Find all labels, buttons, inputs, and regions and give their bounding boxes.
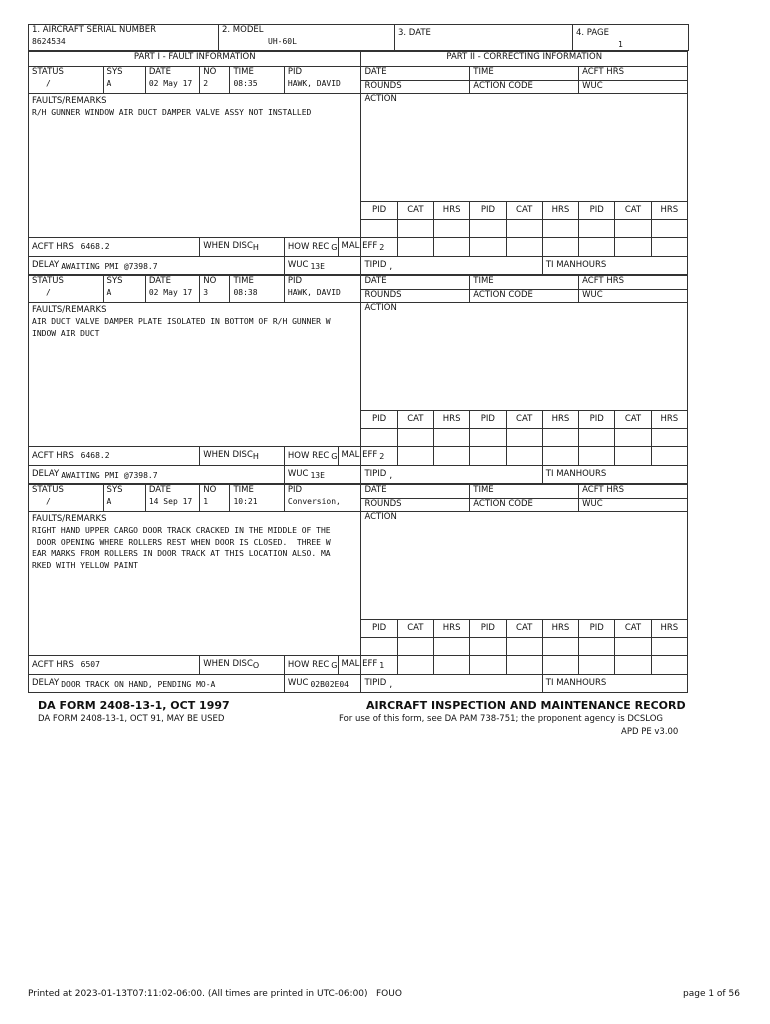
ti-manhours-cell bbox=[542, 675, 687, 693]
pid-entry bbox=[361, 429, 397, 447]
pid-entry bbox=[361, 220, 397, 238]
cat-col-2: CAT bbox=[506, 620, 542, 638]
hrs-col-3: HRS bbox=[651, 411, 687, 429]
hrs-entry bbox=[542, 429, 578, 447]
tipid-label: TIPID bbox=[364, 259, 387, 270]
time-cell bbox=[230, 67, 284, 94]
date-cell bbox=[395, 25, 573, 51]
model-cell bbox=[219, 25, 395, 51]
acft-hrs-value: 6507 bbox=[80, 660, 100, 669]
date-label: 3. DATE bbox=[398, 28, 431, 38]
acft-hrs-label: ACFT HRS bbox=[32, 660, 74, 670]
acft-hrs-cell bbox=[29, 238, 200, 257]
delay-label: DELAY bbox=[32, 259, 60, 270]
how-rec-value: G bbox=[331, 660, 338, 670]
serial-value: 8624534 bbox=[32, 37, 66, 46]
acft-hrs-cell bbox=[29, 656, 200, 675]
pid-value: Conversion, bbox=[287, 497, 341, 506]
cat-entry bbox=[397, 638, 433, 656]
page-count: page 1 of 56 bbox=[683, 989, 740, 999]
pid-entry bbox=[579, 429, 615, 447]
fault-blocks bbox=[28, 51, 688, 693]
date-cell bbox=[145, 276, 199, 303]
p2-date-label: DATE bbox=[361, 485, 470, 499]
sys-label: SYS bbox=[106, 276, 123, 286]
cat-entry bbox=[397, 429, 433, 447]
action-cell bbox=[361, 303, 688, 411]
status-label: STATUS bbox=[32, 67, 64, 77]
acft-hrs-value: 6468.2 bbox=[80, 242, 110, 251]
status-value: / bbox=[46, 79, 51, 88]
sys-cell bbox=[103, 485, 145, 512]
sys-label: SYS bbox=[106, 67, 123, 77]
fault-block bbox=[28, 275, 688, 484]
ti-manhours-cell bbox=[542, 466, 687, 484]
wuc-cell bbox=[284, 675, 361, 693]
time-label: TIME bbox=[233, 485, 254, 495]
ti-manhours-label: TI MANHOURS bbox=[545, 678, 607, 688]
faults-label: FAULTS/REMARKS bbox=[32, 96, 107, 106]
rounds-label: ROUNDS bbox=[361, 499, 470, 512]
spacer bbox=[615, 238, 651, 257]
status-value: / bbox=[46, 497, 51, 506]
how-rec-label: HOW REC bbox=[287, 450, 330, 461]
time-value: 08:38 bbox=[233, 288, 258, 297]
action-label: ACTION bbox=[364, 512, 397, 522]
pid-value: HAWK, DAVID bbox=[287, 79, 341, 88]
wuc-label: WUC bbox=[579, 499, 688, 512]
when-disc-value: H bbox=[252, 452, 259, 461]
no-label: NO bbox=[203, 485, 217, 495]
time-value: 10:21 bbox=[233, 497, 258, 506]
hrs-entry bbox=[433, 429, 469, 447]
mal-eff-cell bbox=[339, 241, 385, 253]
page-label: 4. PAGE bbox=[576, 28, 610, 38]
when-disc-cell bbox=[200, 656, 285, 675]
pid-cell bbox=[284, 276, 361, 303]
pid-label: PID bbox=[287, 67, 303, 77]
how-rec-mal-cell bbox=[284, 447, 385, 466]
wuc-cell bbox=[284, 466, 361, 484]
p2-acft-hrs-label: ACFT HRS bbox=[579, 67, 688, 81]
part1-title: PART I - FAULT INFORMATION bbox=[29, 52, 361, 67]
date-value: 02 May 17 bbox=[148, 288, 193, 297]
hrs-col-1: HRS bbox=[433, 411, 469, 429]
cat-col-1: CAT bbox=[397, 411, 433, 429]
cat-entry bbox=[397, 220, 433, 238]
action-label: ACTION bbox=[364, 303, 397, 313]
no-value: 2 bbox=[203, 79, 209, 88]
when-disc-value: O bbox=[252, 661, 260, 670]
wuc-label: WUC bbox=[579, 81, 688, 94]
wuc-row-label: WUC bbox=[287, 468, 309, 479]
action-cell bbox=[361, 94, 688, 202]
how-rec-cell bbox=[285, 656, 339, 674]
faults-remarks-text: R/H GUNNER WINDOW AIR DUCT DAMPER VALVE ASSY NOT INSTALLED bbox=[32, 108, 312, 117]
cat-col-2: CAT bbox=[506, 411, 542, 429]
pid-label: PID bbox=[287, 485, 303, 495]
faults-remarks-text: AIR DUCT VALVE DAMPER PLATE ISOLATED IN BOTTOM OF R/H GUNNER W INDOW AIR DUCT bbox=[32, 317, 331, 338]
mal-eff-label: MAL EFF bbox=[341, 450, 378, 460]
how-rec-cell bbox=[285, 447, 339, 465]
pid-entry bbox=[579, 638, 615, 656]
page-cell bbox=[573, 25, 689, 51]
delay-value: AWAITING PMI @7398.7 bbox=[61, 470, 158, 480]
wuc-row-label: WUC bbox=[287, 259, 309, 270]
sys-value: A bbox=[106, 288, 112, 297]
spacer bbox=[579, 656, 615, 675]
tipid-label: TIPID bbox=[364, 468, 387, 479]
p2-time-label: TIME bbox=[470, 276, 579, 290]
spacer bbox=[433, 447, 469, 466]
spacer bbox=[397, 447, 433, 466]
action-code-label: ACTION CODE bbox=[470, 290, 579, 303]
pid-entry bbox=[579, 220, 615, 238]
mal-eff-value: 2 bbox=[379, 452, 385, 461]
form-header bbox=[28, 24, 689, 51]
fault-block bbox=[28, 484, 688, 693]
hrs-col-3: HRS bbox=[651, 202, 687, 220]
model-label: 2. MODEL bbox=[222, 25, 264, 35]
p2-acft-hrs-label: ACFT HRS bbox=[579, 276, 688, 290]
delay-label: DELAY bbox=[32, 677, 60, 688]
spacer bbox=[506, 447, 542, 466]
printed-timestamp: Printed at 2023-01-13T07:11:02-06:00. (All times are printed in UTC-06:00) bbox=[28, 989, 368, 999]
faults-remarks-text: RIGHT HAND UPPER CARGO DOOR TRACK CRACKED IN THE MIDDLE OF THE DOOR OPENING WHERE ROLLERS REST WHEN DOOR IS CLOSED. THREE W EAR MARKS FROM ROLLERS IN DOOR TRACK AT THIS LOCATION ALSO. MA RKED WITH YELLOW PAINT bbox=[32, 526, 331, 570]
delay-label: DELAY bbox=[32, 468, 60, 479]
p2-date-label: DATE bbox=[361, 276, 470, 290]
action-code-label: ACTION CODE bbox=[470, 81, 579, 94]
serial-cell bbox=[29, 25, 219, 51]
sys-cell bbox=[103, 67, 145, 94]
how-rec-mal-cell bbox=[284, 238, 385, 257]
tipid-value: , bbox=[388, 261, 394, 271]
cat-entry bbox=[506, 429, 542, 447]
time-cell bbox=[230, 485, 284, 512]
no-cell bbox=[200, 485, 230, 512]
wuc-value: 13E bbox=[310, 470, 325, 480]
action-cell bbox=[361, 512, 688, 620]
delay-value: DOOR TRACK ON HAND, PENDING MO-A bbox=[61, 679, 216, 689]
p2-date-label: DATE bbox=[361, 67, 470, 81]
when-disc-value: H bbox=[252, 243, 259, 252]
hrs-col-3: HRS bbox=[651, 620, 687, 638]
wuc-value: 02B02E04 bbox=[310, 679, 349, 689]
spacer bbox=[470, 447, 506, 466]
date-cell bbox=[145, 485, 199, 512]
spacer bbox=[579, 447, 615, 466]
no-cell bbox=[200, 67, 230, 94]
mal-eff-value: 2 bbox=[379, 243, 385, 252]
hrs-entry bbox=[651, 429, 687, 447]
hrs-col-1: HRS bbox=[434, 202, 470, 220]
faults-label: FAULTS/REMARKS bbox=[32, 514, 107, 524]
pid-cell bbox=[284, 67, 361, 94]
status-label: STATUS bbox=[32, 276, 64, 286]
version: APD PE v3.00 bbox=[621, 727, 679, 737]
no-value: 1 bbox=[203, 497, 209, 506]
spacer bbox=[433, 656, 469, 675]
status-value: / bbox=[46, 288, 51, 297]
pid-col-2: PID bbox=[470, 202, 506, 220]
hrs-col-2: HRS bbox=[542, 411, 578, 429]
spacer bbox=[506, 238, 542, 257]
when-disc-cell bbox=[200, 447, 285, 466]
p2-time-label: TIME bbox=[470, 67, 579, 81]
tipid-value: , bbox=[388, 470, 394, 480]
pid-cell bbox=[284, 485, 361, 512]
status-cell bbox=[29, 485, 104, 512]
inspection-form bbox=[28, 24, 688, 693]
record-sub: For use of this form, see DA PAM 738-751; the proponent agency is DCSLOG bbox=[339, 714, 663, 724]
cat-entry bbox=[615, 220, 651, 238]
wuc-value: 13E bbox=[310, 261, 325, 271]
spacer bbox=[470, 238, 506, 257]
faults-remarks-cell bbox=[29, 303, 361, 447]
spacer bbox=[397, 656, 433, 675]
ti-manhours-label: TI MANHOURS bbox=[545, 469, 607, 479]
cat-col-3: CAT bbox=[615, 620, 651, 638]
acft-hrs-label: ACFT HRS bbox=[32, 451, 74, 461]
pid-entry bbox=[470, 220, 506, 238]
mal-eff-label: MAL EFF bbox=[341, 241, 378, 251]
no-label: NO bbox=[203, 67, 217, 77]
spacer bbox=[615, 656, 651, 675]
cat-entry bbox=[506, 638, 542, 656]
hrs-col-1: HRS bbox=[433, 620, 469, 638]
delay-cell bbox=[29, 675, 285, 693]
how-rec-mal-cell bbox=[284, 656, 385, 675]
no-label: NO bbox=[203, 276, 217, 286]
delay-value: AWAITING PMI @7398.7 bbox=[61, 261, 158, 271]
sys-value: A bbox=[106, 497, 112, 506]
pid-col-1: PID bbox=[361, 411, 397, 429]
cat-entry bbox=[615, 638, 651, 656]
status-cell bbox=[29, 276, 104, 303]
tipid-cell bbox=[361, 675, 542, 693]
faults-label: FAULTS/REMARKS bbox=[32, 305, 107, 315]
pid-col-3: PID bbox=[579, 620, 615, 638]
when-disc-label: WHEN DISC bbox=[203, 241, 253, 251]
cat-col-1: CAT bbox=[397, 202, 433, 220]
date-value: 14 Sep 17 bbox=[148, 497, 193, 506]
cat-col-1: CAT bbox=[397, 620, 433, 638]
spacer bbox=[434, 238, 470, 257]
how-rec-cell bbox=[285, 238, 339, 256]
pid-col-3: PID bbox=[579, 202, 615, 220]
spacer bbox=[615, 447, 651, 466]
time-label: TIME bbox=[233, 276, 254, 286]
time-cell bbox=[230, 276, 284, 303]
hrs-col-2: HRS bbox=[542, 202, 578, 220]
pid-col-2: PID bbox=[470, 411, 506, 429]
how-rec-value: G bbox=[331, 242, 338, 252]
spacer bbox=[542, 238, 578, 257]
no-value: 3 bbox=[203, 288, 209, 297]
wuc-row-label: WUC bbox=[287, 677, 309, 688]
pid-entry bbox=[470, 429, 506, 447]
faults-remarks-cell bbox=[29, 94, 361, 238]
delay-cell bbox=[29, 257, 285, 275]
page-value: 1 bbox=[618, 40, 623, 49]
mal-eff-cell bbox=[339, 450, 385, 462]
wuc-cell bbox=[284, 257, 361, 275]
hrs-col-2: HRS bbox=[542, 620, 578, 638]
cat-col-3: CAT bbox=[615, 202, 651, 220]
ti-manhours-cell bbox=[542, 257, 687, 275]
no-cell bbox=[200, 276, 230, 303]
hrs-entry bbox=[542, 220, 578, 238]
time-label: TIME bbox=[233, 67, 254, 77]
pid-entry bbox=[361, 638, 397, 656]
spacer bbox=[542, 447, 578, 466]
action-label: ACTION bbox=[364, 94, 397, 104]
spacer bbox=[542, 656, 578, 675]
tipid-cell bbox=[361, 466, 542, 484]
tipid-value: , bbox=[388, 679, 394, 689]
action-code-label: ACTION CODE bbox=[470, 499, 579, 512]
pid-col-2: PID bbox=[470, 620, 506, 638]
hrs-entry bbox=[434, 220, 470, 238]
acft-hrs-label: ACFT HRS bbox=[32, 242, 74, 252]
cat-entry bbox=[506, 220, 542, 238]
acft-hrs-value: 6468.2 bbox=[80, 451, 110, 460]
record-title: AIRCRAFT INSPECTION AND MAINTENANCE RECORD bbox=[366, 699, 686, 712]
date-value: 02 May 17 bbox=[148, 79, 193, 88]
pid-col-1: PID bbox=[361, 620, 397, 638]
hrs-entry bbox=[651, 220, 687, 238]
pid-value: HAWK, DAVID bbox=[287, 288, 341, 297]
pid-col-3: PID bbox=[579, 411, 615, 429]
how-rec-label: HOW REC bbox=[287, 659, 330, 670]
date-label: DATE bbox=[148, 485, 171, 495]
status-label: STATUS bbox=[32, 485, 64, 495]
hrs-entry bbox=[542, 638, 578, 656]
cat-col-2: CAT bbox=[506, 202, 542, 220]
spacer bbox=[651, 238, 687, 257]
ti-manhours-label: TI MANHOURS bbox=[545, 260, 607, 270]
model-value: UH-60L bbox=[268, 37, 297, 46]
when-disc-label: WHEN DISC bbox=[203, 450, 253, 460]
mal-eff-cell bbox=[339, 659, 385, 671]
how-rec-value: G bbox=[331, 451, 338, 461]
how-rec-label: HOW REC bbox=[287, 241, 330, 252]
sys-cell bbox=[103, 276, 145, 303]
sys-label: SYS bbox=[106, 485, 123, 495]
p2-time-label: TIME bbox=[470, 485, 579, 499]
status-cell bbox=[29, 67, 104, 94]
pid-label: PID bbox=[287, 276, 303, 286]
cat-col-3: CAT bbox=[615, 411, 651, 429]
fouo-marking: FOUO bbox=[376, 989, 402, 999]
hrs-entry bbox=[433, 638, 469, 656]
spacer bbox=[470, 656, 506, 675]
p2-acft-hrs-label: ACFT HRS bbox=[579, 485, 688, 499]
cat-entry bbox=[615, 429, 651, 447]
mal-eff-value: 1 bbox=[379, 661, 385, 670]
time-value: 08:35 bbox=[233, 79, 258, 88]
pid-entry bbox=[470, 638, 506, 656]
fault-block bbox=[28, 51, 688, 275]
hrs-entry bbox=[651, 638, 687, 656]
acft-hrs-cell bbox=[29, 447, 200, 466]
delay-cell bbox=[29, 466, 285, 484]
form-sub: DA FORM 2408-13-1, OCT 91, MAY BE USED bbox=[38, 714, 225, 724]
tipid-label: TIPID bbox=[364, 677, 387, 688]
tipid-cell bbox=[361, 257, 542, 275]
date-cell bbox=[145, 67, 199, 94]
wuc-label: WUC bbox=[579, 290, 688, 303]
when-disc-label: WHEN DISC bbox=[203, 659, 253, 669]
spacer bbox=[579, 238, 615, 257]
spacer bbox=[651, 656, 687, 675]
form-title: DA FORM 2408-13-1, OCT 1997 bbox=[38, 699, 230, 712]
serial-label: 1. AIRCRAFT SERIAL NUMBER bbox=[32, 25, 157, 35]
part2-title: PART II - CORRECTING INFORMATION bbox=[361, 52, 688, 67]
spacer bbox=[651, 447, 687, 466]
date-label: DATE bbox=[148, 67, 171, 77]
faults-remarks-cell bbox=[29, 512, 361, 656]
spacer bbox=[397, 238, 433, 257]
rounds-label: ROUNDS bbox=[361, 290, 470, 303]
when-disc-cell bbox=[200, 238, 285, 257]
spacer bbox=[506, 656, 542, 675]
rounds-label: ROUNDS bbox=[361, 81, 470, 94]
sys-value: A bbox=[106, 79, 112, 88]
date-label: DATE bbox=[148, 276, 171, 286]
pid-col-1: PID bbox=[361, 202, 397, 220]
mal-eff-label: MAL EFF bbox=[341, 659, 378, 669]
